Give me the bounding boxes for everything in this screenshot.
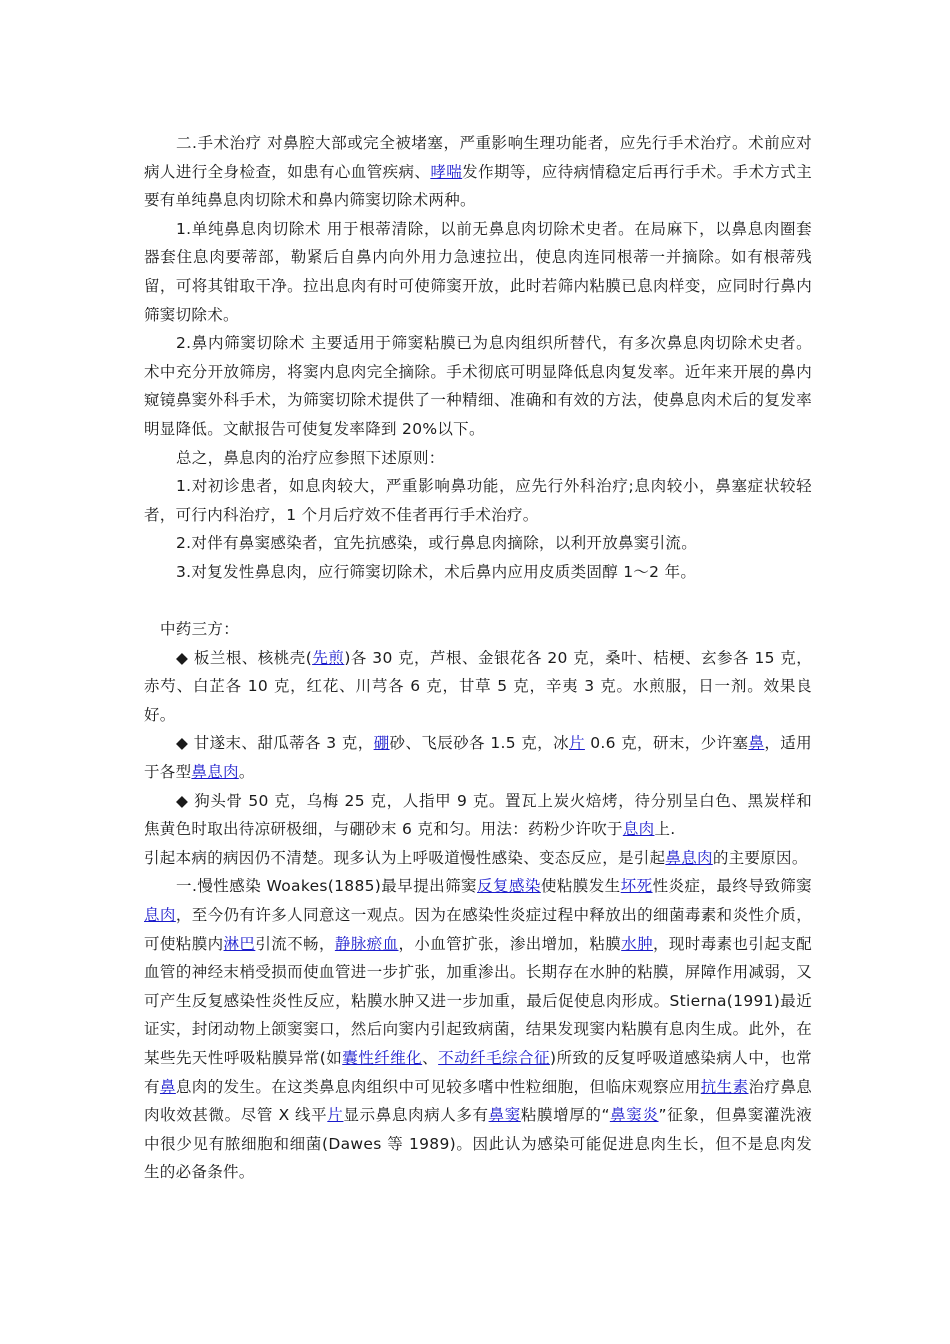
text-run: 。 bbox=[238, 763, 255, 782]
text-run: 2.对伴有鼻窦感染者，宜先抗感染，或行鼻息肉摘除，以利开放鼻窦引流。 bbox=[176, 534, 697, 553]
text-run: 砂、飞辰砂各 1.5 克，冰 bbox=[389, 734, 569, 753]
text-run: 一.慢性感染 Woakes(1885)最早提出筛窦 bbox=[176, 877, 478, 896]
hyperlink[interactable]: 硼 bbox=[373, 734, 390, 753]
hyperlink[interactable]: 鼻 bbox=[748, 734, 765, 753]
paragraph bbox=[144, 529, 812, 558]
paragraph bbox=[144, 329, 812, 443]
text-run: ，小血管扩张，渗出增加，粘膜 bbox=[398, 934, 622, 953]
hyperlink[interactable]: 先煎 bbox=[312, 648, 345, 667]
text-run: ◆ 甘遂末、甜瓜蒂各 3 克， bbox=[176, 734, 374, 753]
hyperlink[interactable]: 囊性纤维化 bbox=[342, 1049, 423, 1067]
hyperlink[interactable]: 不动纤毛综合征 bbox=[438, 1049, 550, 1067]
paragraph bbox=[144, 644, 812, 730]
paragraph bbox=[144, 729, 812, 786]
paragraph bbox=[144, 472, 812, 529]
hyperlink[interactable]: 反复感染 bbox=[477, 877, 541, 896]
text-run: 治疗鼻息肉收效甚微。尽管 X 线平 bbox=[144, 1077, 813, 1125]
hyperlink[interactable]: 息肉 bbox=[622, 820, 655, 839]
text-run: )各 30 克，芦根、金银花各 20 克，桑叶、桔梗、玄参各 15 克，赤芍、白芷各 10 克，红花、川芎各 6 克，甘草 5 克，辛夷 3 克。水煎服，日一剂。效果良好。 bbox=[144, 648, 812, 724]
paragraph bbox=[144, 872, 812, 1187]
text-run: 的主要原因。 bbox=[712, 848, 808, 867]
hyperlink[interactable]: 鼻息肉 bbox=[191, 763, 239, 782]
text-run: 使粘膜发生 bbox=[540, 877, 621, 896]
paragraph-spacer bbox=[144, 587, 812, 616]
hyperlink[interactable]: 坏死 bbox=[620, 877, 653, 896]
text-run: ◆ 狗头骨 50 克，乌梅 25 克，人指甲 9 克。置瓦上炭火焙烤，待分别呈白色、黑炭样和焦黄色时取出待凉研极细，与硼砂末 6 克和匀。用法：药粉少许吹于 bbox=[144, 791, 812, 839]
hyperlink[interactable]: 抗生素 bbox=[700, 1077, 749, 1096]
text-run: 总之，鼻息肉的治疗应参照下述原则： bbox=[176, 448, 445, 467]
text-run: 二.手术治疗 对鼻腔大部或完全被堵塞，严重影响生理功能者，应先行手术治疗。术前应对病人进行全身检查，如患有心血管疾病、 bbox=[144, 134, 812, 181]
text-run: ，至今仍有许多人同意这一观点。因为在感染性炎症过程中释放出的细菌毒素和炎性介质，可使粘膜内 bbox=[144, 906, 812, 953]
text-run: 1.单纯鼻息肉切除术 用于根蒂清除，以前无鼻息肉切除术史者。在局麻下，以鼻息肉圈套器套住息肉要蒂部，勒紧后自鼻内向外用力急速拉出，使息肉连同根蒂一并摘除。如有根蒂残留，可将其钳取干净。拉出息肉有时可使筛窦开放，此时若筛内粘膜已息肉样变，应同时行鼻内筛窦切除术。 bbox=[144, 219, 812, 324]
text-run: 中药三方： bbox=[160, 620, 240, 639]
hyperlink[interactable]: 淋巴 bbox=[223, 934, 256, 953]
hyperlink[interactable]: 鼻息肉 bbox=[665, 848, 713, 867]
text-run: 引起本病的病因仍不清楚。现多认为上呼吸道慢性感染、变态反应，是引起 bbox=[144, 848, 666, 867]
text-run: )所致的反复呼吸道感染病人中，也常有 bbox=[144, 1049, 812, 1096]
hyperlink[interactable]: 片 bbox=[327, 1106, 344, 1125]
hyperlink[interactable]: 鼻 bbox=[159, 1077, 176, 1096]
hyperlink[interactable]: 水肿 bbox=[621, 934, 653, 953]
hyperlink[interactable]: 息肉 bbox=[144, 906, 176, 925]
document-body bbox=[144, 129, 812, 1187]
text-run: ，现时毒素也引起支配血管的神经末梢受损而使血管进一步扩张，加重渗出。长期存在水肿的粘膜，屏障作用减弱，又可产生反复感染性炎性反应，粘膜水肿又进一步加重，最后促使息肉形成。Stierna(1991)最近证实，封闭动物上颌窦窦口，然后向窦内引起致病菌，结果发现窦内粘膜有息肉生成。此外，在某些先天性呼吸粘膜异常(如 bbox=[144, 934, 812, 1067]
text-run: 引流不畅， bbox=[255, 934, 335, 953]
text-run: ◆ 板兰根、核桃壳( bbox=[176, 648, 313, 667]
hyperlink[interactable]: 静脉瘀血 bbox=[334, 934, 399, 953]
paragraph bbox=[144, 215, 812, 329]
hyperlink[interactable]: 鼻窦炎 bbox=[609, 1106, 659, 1125]
text-run: 显示鼻息肉病人多有 bbox=[343, 1106, 489, 1125]
text-run: 1.对初诊患者，如息肉较大，严重影响鼻功能，应先行外科治疗;息肉较小，鼻塞症状较轻者，可行内科治疗，1 个月后疗效不佳者再行手术治疗。 bbox=[144, 477, 812, 524]
text-run: 2.鼻内筛窦切除术 主要适用于筛窦粘膜已为息肉组织所替代，有多次鼻息肉切除术史者。术中充分开放筛房，将窦内息肉完全摘除。手术彻底可明显降低息肉复发率。近年来开展的鼻内窥镜鼻窦外科手术，为筛窦切除术提供了一种精细、准确和有效的方法，使鼻息肉术后的复发率明显降低。文献报告可使复发率降到 20%以下。 bbox=[144, 334, 812, 438]
text-run: 粘膜增厚的“ bbox=[520, 1106, 610, 1125]
paragraph bbox=[144, 444, 812, 473]
paragraph bbox=[144, 787, 812, 844]
text-run: 3.对复发性鼻息肉，应行筛窦切除术，术后鼻内应用皮质类固醇 1～2 年。 bbox=[176, 562, 697, 581]
text-run: 0.6 克，研末，少许塞 bbox=[584, 734, 749, 753]
text-run: 、 bbox=[422, 1049, 439, 1067]
paragraph bbox=[144, 615, 812, 644]
paragraph bbox=[144, 558, 812, 587]
hyperlink[interactable]: 鼻窦 bbox=[488, 1106, 521, 1125]
paragraph bbox=[144, 129, 812, 215]
text-run: ”征象，但鼻窦灌洗液中很少见有脓细胞和细菌(Dawes 等 1989)。因此认为感染可能促进息肉生长，但不是息肉发生的必备条件。 bbox=[144, 1106, 813, 1182]
paragraph bbox=[144, 844, 812, 873]
text-run: 发作期等，应待病情稳定后再行手术。手术方式主要有单纯鼻息肉切除术和鼻内筛窦切除术两种。 bbox=[144, 162, 812, 210]
hyperlink[interactable]: 哮喘 bbox=[430, 162, 463, 181]
text-run: 上. bbox=[654, 820, 676, 839]
hyperlink[interactable]: 片 bbox=[568, 734, 585, 753]
text-run: 性炎症，最终导致筛窦 bbox=[652, 877, 812, 896]
text-run: 息肉的发生。在这类鼻息肉组织中可见较多嗜中性粒细胞，但临床观察应用 bbox=[175, 1077, 701, 1096]
text-run: ，适用于各型 bbox=[144, 734, 812, 782]
